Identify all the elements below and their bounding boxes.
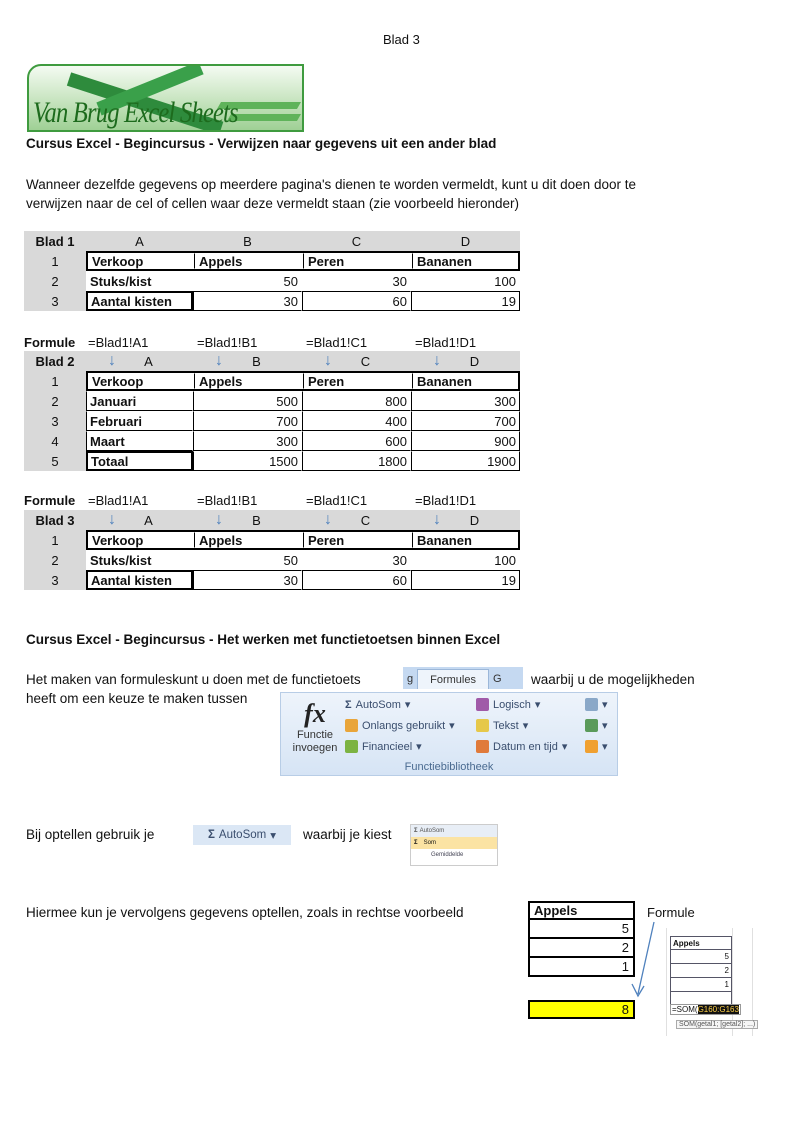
intro-line2: verwijzen naar de cel of cellen waar deze vermeldt staan (zie voorbeeld hieronder) — [26, 196, 520, 211]
cell[interactable]: 60 — [302, 291, 411, 311]
table-row — [24, 291, 520, 311]
formula-input[interactable] — [670, 1004, 741, 1015]
column-header-row — [24, 510, 520, 530]
functie-invoegen-button[interactable] — [287, 699, 343, 755]
cell[interactable]: Aantal kisten — [86, 291, 193, 311]
more-functions-button[interactable] — [585, 740, 608, 753]
money-book-icon — [345, 740, 358, 753]
dropdown-icon: ▾ — [270, 830, 276, 842]
table-row — [24, 251, 520, 271]
sheet-name: Blad 2 — [24, 351, 86, 371]
dropdown-icon: ▾ — [602, 741, 608, 753]
formula-text: =Blad1!B1 — [197, 334, 258, 350]
menu-top-label: AutoSom — [419, 828, 445, 834]
col-header-c: C — [360, 353, 371, 369]
recent-label: Onlangs gebruikt — [362, 719, 446, 732]
cell: Appels — [670, 936, 732, 950]
ribbon-tab-formules[interactable]: Formules — [417, 669, 489, 689]
cell[interactable]: Bananen — [417, 532, 472, 548]
table-row — [24, 391, 520, 411]
dropdown-icon: ▾ — [602, 699, 608, 711]
formula-range: G160:G163 — [697, 1005, 739, 1014]
arrow-down-icon: ↓ — [433, 510, 441, 528]
sheet-blad3 — [24, 510, 520, 590]
table-row — [24, 271, 520, 291]
cell[interactable]: 900 — [411, 431, 520, 451]
autosom-label: AutoSom — [218, 829, 267, 841]
logo-text: Van Brug Excel Sheets — [33, 96, 238, 129]
cell[interactable]: 700 — [193, 411, 302, 431]
mini-table — [670, 936, 732, 1006]
autosom-dropdown-menu — [410, 824, 498, 866]
cell: 2 — [670, 964, 732, 978]
cell[interactable]: 60 — [302, 570, 411, 590]
cell[interactable]: Januari — [86, 391, 193, 411]
formula-prefix: =SOM( — [672, 1005, 698, 1014]
row-number: 3 — [24, 570, 86, 590]
onlangs-gebruikt-button[interactable] — [345, 719, 455, 732]
group-caption: Functiebibliotheek — [404, 761, 494, 773]
section2-line2: heeft om een keuze te maken tussen — [26, 691, 248, 706]
question-book-icon — [476, 698, 489, 711]
more-book-icon — [585, 740, 598, 753]
cell[interactable]: 1500 — [193, 451, 302, 471]
col-header-d: D — [460, 233, 471, 249]
cell[interactable]: 50 — [283, 273, 298, 289]
arrow-down-icon: ↓ — [108, 510, 116, 528]
cell: 1 — [670, 978, 732, 992]
financieel-label: Financieel — [362, 740, 413, 753]
row-number: 5 — [24, 451, 86, 471]
pointer-arrow-icon — [630, 920, 660, 1000]
autosom-label: AutoSom — [355, 698, 401, 711]
sigma-icon: Σ — [345, 698, 352, 711]
cell[interactable]: 30 — [193, 291, 302, 311]
cell[interactable]: Aantal kisten — [86, 570, 193, 590]
ribbon-tab-next[interactable]: G — [492, 673, 502, 685]
logo — [27, 64, 304, 132]
table-row — [24, 570, 520, 590]
logisch-button[interactable] — [476, 698, 540, 711]
col-header-d: D — [469, 512, 480, 528]
cell[interactable]: 19 — [411, 570, 520, 590]
cell[interactable]: 5 — [528, 920, 635, 939]
formula-row — [24, 333, 524, 351]
cell[interactable]: Appels — [195, 532, 304, 548]
row-number: 1 — [24, 371, 86, 391]
cell[interactable]: 30 — [392, 273, 407, 289]
arrow-down-icon: ↓ — [324, 510, 332, 528]
section2-line1: Het maken van formuleskunt u doen met de functietoets — [26, 672, 361, 687]
table-row — [24, 431, 520, 451]
cell[interactable]: 300 — [193, 431, 302, 451]
example-table — [528, 901, 635, 977]
row-number: 3 — [24, 411, 86, 431]
table-row — [24, 530, 520, 550]
lookup-book-icon — [585, 698, 598, 711]
formula-text: =Blad1!B1 — [197, 492, 258, 508]
arrow-down-icon: ↓ — [108, 351, 116, 369]
dropdown-icon: ▾ — [522, 720, 529, 732]
dropdown-icon: ▾ — [561, 741, 568, 753]
cell[interactable]: 500 — [193, 391, 302, 411]
cell[interactable]: Appels — [195, 253, 304, 269]
cell[interactable]: Verkoop — [88, 373, 195, 389]
dropdown-icon: ▾ — [449, 720, 455, 732]
dropdown-icon: ▾ — [602, 720, 608, 732]
calendar-book-icon — [476, 740, 489, 753]
table-row — [24, 371, 520, 391]
logisch-label: Logisch — [493, 698, 531, 711]
arrow-down-icon: ↓ — [215, 351, 223, 369]
sheet-blad1 — [24, 231, 520, 311]
table-row — [24, 411, 520, 431]
financieel-button[interactable] — [345, 740, 422, 753]
menu-gem-label: Gemiddelde — [431, 852, 464, 858]
fx-icon: fx — [304, 699, 326, 728]
cell[interactable]: Verkoop — [88, 532, 195, 548]
menu-som-label: Som — [423, 840, 436, 846]
formule-label: Formule — [647, 905, 695, 920]
row-number: 2 — [24, 271, 86, 291]
formula-tooltip: SOM(getal1; [getal2]; ...) — [676, 1020, 758, 1029]
formula-text: =Blad1!D1 — [415, 334, 477, 350]
cell[interactable]: 1900 — [411, 451, 520, 471]
sigma-icon: Σ — [414, 840, 418, 846]
row-number: 2 — [24, 550, 86, 570]
cell: 5 — [670, 950, 732, 964]
lookup-button[interactable] — [585, 698, 608, 711]
column-header-row — [24, 231, 520, 251]
ribbon-functiebibliotheek — [280, 692, 618, 776]
col-header-b: B — [252, 353, 261, 369]
logo-stripe — [227, 114, 301, 121]
sigma-icon: Σ — [208, 829, 215, 841]
formule-label: Formule — [24, 334, 76, 350]
section2-line1-after: waarbij u de mogelijkheden — [531, 672, 695, 687]
cell[interactable]: 400 — [302, 411, 411, 431]
section2-line3-after: waarbij je kiest — [303, 827, 392, 842]
formula-screenshot — [662, 928, 766, 1036]
page-header-text: Blad 3 — [383, 32, 420, 47]
formule-label: Formule — [24, 492, 76, 508]
sheet-name: Blad 3 — [24, 510, 86, 530]
dropdown-icon: ▾ — [416, 741, 422, 753]
sheet-blad2 — [24, 351, 520, 471]
star-book-icon — [345, 719, 358, 732]
col-header-b: B — [252, 512, 261, 528]
cell[interactable]: Stuks/kist — [90, 552, 152, 568]
cell[interactable]: Peren — [304, 532, 413, 548]
section2-line4: Hiermee kun je vervolgens gegevens optellen, zoals in rechtse voorbeeld — [26, 905, 464, 920]
col-header-a: A — [144, 353, 153, 369]
ribbon-tab-prev[interactable]: g — [407, 673, 414, 685]
arrow-down-icon: ↓ — [433, 351, 441, 369]
section2-title: Cursus Excel - Begincursus - Het werken met functietoetsen binnen Excel — [26, 632, 501, 647]
autosom-menu-top[interactable] — [411, 825, 497, 837]
cell[interactable]: 100 — [494, 552, 516, 568]
sum-cell[interactable]: 8 — [528, 1000, 635, 1019]
cell[interactable]: 50 — [283, 552, 298, 568]
datum-label: Datum en tijd — [493, 740, 558, 753]
cell[interactable]: 30 — [193, 570, 302, 590]
section1-title: Cursus Excel - Begincursus - Verwijzen naar gegevens uit een ander blad — [26, 136, 497, 151]
dropdown-icon: ▾ — [534, 699, 541, 711]
sigma-icon: Σ — [414, 828, 418, 834]
ribbon-tabs — [403, 667, 523, 689]
row-number: 1 — [24, 251, 86, 271]
cell[interactable]: Bananen — [417, 373, 472, 389]
menu-item-som[interactable] — [411, 837, 497, 849]
col-header-d: D — [469, 353, 480, 369]
cell[interactable]: Februari — [86, 411, 193, 431]
cell[interactable]: Maart — [86, 431, 193, 451]
col-header-c: C — [351, 233, 362, 249]
dropdown-icon: ▾ — [404, 699, 411, 711]
cell[interactable]: 600 — [302, 431, 411, 451]
cell[interactable]: Totaal — [86, 451, 193, 471]
col-header-a: A — [144, 512, 153, 528]
autosom-button[interactable] — [345, 698, 410, 711]
cell[interactable]: Bananen — [417, 253, 472, 269]
math-button[interactable] — [585, 719, 608, 732]
cell[interactable]: Appels — [195, 373, 304, 389]
cell[interactable]: Peren — [304, 373, 413, 389]
tekst-label: Tekst — [493, 719, 519, 732]
table-row — [24, 451, 520, 471]
col-header-a: A — [135, 233, 144, 249]
cell[interactable]: 800 — [302, 391, 411, 411]
cell[interactable]: Verkoop — [88, 253, 195, 269]
intro-line1: Wanneer dezelfde gegevens op meerdere pagina's dienen te worden vermeldt, kunt u dit doen door te — [26, 177, 636, 192]
row-number: 1 — [24, 530, 86, 550]
column-header-row — [24, 351, 520, 371]
theta-book-icon — [585, 719, 598, 732]
formula-text: =Blad1!C1 — [306, 334, 368, 350]
cell[interactable]: 19 — [411, 291, 520, 311]
col-header-b: B — [243, 233, 252, 249]
fx-label: Functie — [296, 729, 334, 741]
autosom-button-large[interactable] — [193, 825, 291, 845]
tekst-button[interactable] — [476, 719, 528, 732]
cell[interactable]: 1800 — [302, 451, 411, 471]
cell[interactable]: Stuks/kist — [90, 273, 152, 289]
table-row — [24, 550, 520, 570]
cell[interactable]: 1 — [528, 958, 635, 977]
cell[interactable]: 300 — [411, 391, 520, 411]
col-header-c: C — [360, 512, 371, 528]
arrow-down-icon: ↓ — [324, 351, 332, 369]
cell[interactable]: Appels — [528, 901, 635, 920]
text-book-icon — [476, 719, 489, 732]
cell[interactable]: 30 — [392, 552, 407, 568]
formula-row — [24, 491, 524, 509]
cell[interactable]: 700 — [411, 411, 520, 431]
formula-text: =Blad1!C1 — [306, 492, 368, 508]
formula-text: =Blad1!A1 — [88, 334, 149, 350]
section2-line3: Bij optellen gebruik je — [26, 827, 155, 842]
formula-text: =Blad1!D1 — [415, 492, 477, 508]
row-number: 3 — [24, 291, 86, 311]
sheet-name: Blad 1 — [24, 231, 86, 251]
cell[interactable]: 100 — [494, 273, 516, 289]
cell[interactable]: 2 — [528, 939, 635, 958]
fx-label: invoegen — [292, 742, 338, 754]
menu-item-gemiddelde[interactable] — [411, 849, 497, 861]
formula-text: =Blad1!A1 — [88, 492, 149, 508]
row-number: 2 — [24, 391, 86, 411]
row-number: 4 — [24, 431, 86, 451]
arrow-down-icon: ↓ — [215, 510, 223, 528]
datum-tijd-button[interactable] — [476, 740, 567, 753]
cell[interactable]: Peren — [304, 253, 413, 269]
